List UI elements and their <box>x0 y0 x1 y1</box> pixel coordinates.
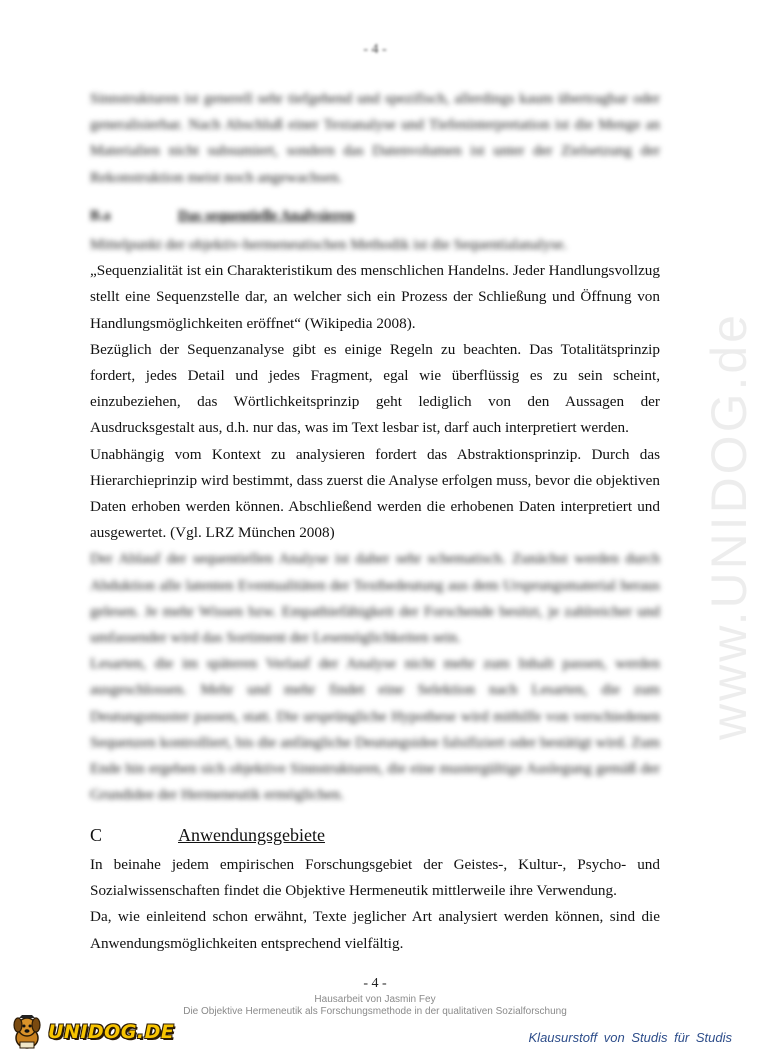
clear-paragraph: Bezüglich der Sequenzanalyse gibt es einige Regeln zu beachten. Das Totalitätsprinzip fordert, jedes Detail und jedes Fragment, egal wie überflüssig es zu sein scheint, einzubeziehen, das Wörtlichkeitsprinzip geht lediglich von den Aussagen der Ausdrucksgestalt aus, d.h. nur das, was im Text lesbar ist, darf auch interpretiert werden. <box>90 340 660 437</box>
section-b-title: Das sequentielle Analysieren <box>178 208 355 224</box>
section-c-paragraph: Da, wie einleitend schon erwähnt, Texte jeglicher Art analysiert werden können, sind die Anwendungsmöglichkeiten entsprechend vielfältig. <box>90 908 660 952</box>
paragraph: Sinnstrukturen ist generell sehr tiefgehend und spezifisch, allerdings kaum übertragbar oder generalisierbar. Nach Abschluß einer Textanalyse und Tiefeninterpretation ist die Menge an Materialien nicht subsumiert, sondern das Datenvolumen ist unter der Zielsetzung der Rekonstruktion meist noch angewachsen. <box>90 90 660 186</box>
footer-page-number: - 4 - <box>363 976 387 991</box>
footer-title: Die Objektive Hermeneutik als Forschungsmethode in der qualitativen Sozialforschung <box>183 1006 567 1017</box>
clear-paragraph: Unabhängig vom Kontext zu analysieren fordert das Abstraktionsprinzip. Durch das Hierarchieprinzip wird bestimmt, dass zuerst die Analyse erfolgen muss, bevor die objektiven Daten erhoben werden können. Abschließend werden die erhobenen Daten interpretiert und ausgewertet. (Vgl. LRZ München 2008) <box>90 445 660 542</box>
section-c-body <box>90 852 660 957</box>
section-c-heading <box>90 825 660 846</box>
slogan: Klausurstoff von Studis für Studis <box>528 1030 732 1045</box>
unidog-logo[interactable] <box>8 1012 174 1052</box>
section-c-paragraph: In beinahe jedem empirischen Forschungsgebiet der Geistes-, Kultur-, Psycho- und Sozialwissenschaften findet die Objektive Hermeneutik mittlerweile ihre Verwendung. <box>90 856 660 900</box>
footer-author: Hausarbeit von Jasmin Fey <box>314 994 436 1005</box>
blurred-paragraph-1 <box>90 86 660 191</box>
section-b-heading <box>90 208 660 225</box>
watermark: www.UNIDOG.de <box>701 312 757 740</box>
clear-paragraph: „Sequenzialität ist ein Charakteristikum des menschlichen Handelns. Jeder Handlungsvollzug stellt eine Sequenzstelle dar, an welcher sich ein Prozess der Schließung und Öffnung von Handlungsmöglichkeiten eröffnet“ (Wikipedia 2008). <box>90 262 660 332</box>
section-b-intro: Mittelpunkt der objektiv-hermeneutischen Methodik ist die Sequentialanalyse. <box>90 236 568 253</box>
header-page-number: - 4 - <box>363 42 387 57</box>
logo-text: UNIDOG.DE <box>48 1021 175 1043</box>
blurred-paragraph: Lesarten, die im späteren Verlauf der Analyse nicht mehr zum Inhalt passen, werden ausgeschlossen. Mehr und mehr findet eine Selektion nach Lesarten, die zum Deutungsmuster passen, statt. Die ursprüngliche Hypothese wird mithilfe von verschiedenen Sequenzen kontrolliert, bis die anfängliche Deutungsidee falsifiziert oder bestätigt wird. Zum Ende hin ergeben sich objektive Sinnstrukturen, die eine mustergültige Auslegung gemäß der Grundidee der Hermeneutik ermöglichen. <box>90 655 660 804</box>
blurred-paragraph: Der Ablauf der sequentiellen Analyse ist daher sehr schematisch. Zunächst werden durch Abduktion alle latenten Eventualitäten der Textbedeutung aus dem Ursprungsmaterial heraus gelesen. Je mehr Wissen bzw. Empathiefähigkeit der Forschende besitzt, je zahlreicher und umfassender wird das Sortiment der Lesemöglichkeiten sein. <box>90 550 660 647</box>
section-c-number: C <box>90 825 103 845</box>
section-c-title: Anwendungsgebiete <box>178 825 325 845</box>
section-b-number: B.a <box>90 208 111 224</box>
section-b-body <box>90 232 660 808</box>
dog-icon <box>8 1012 46 1052</box>
